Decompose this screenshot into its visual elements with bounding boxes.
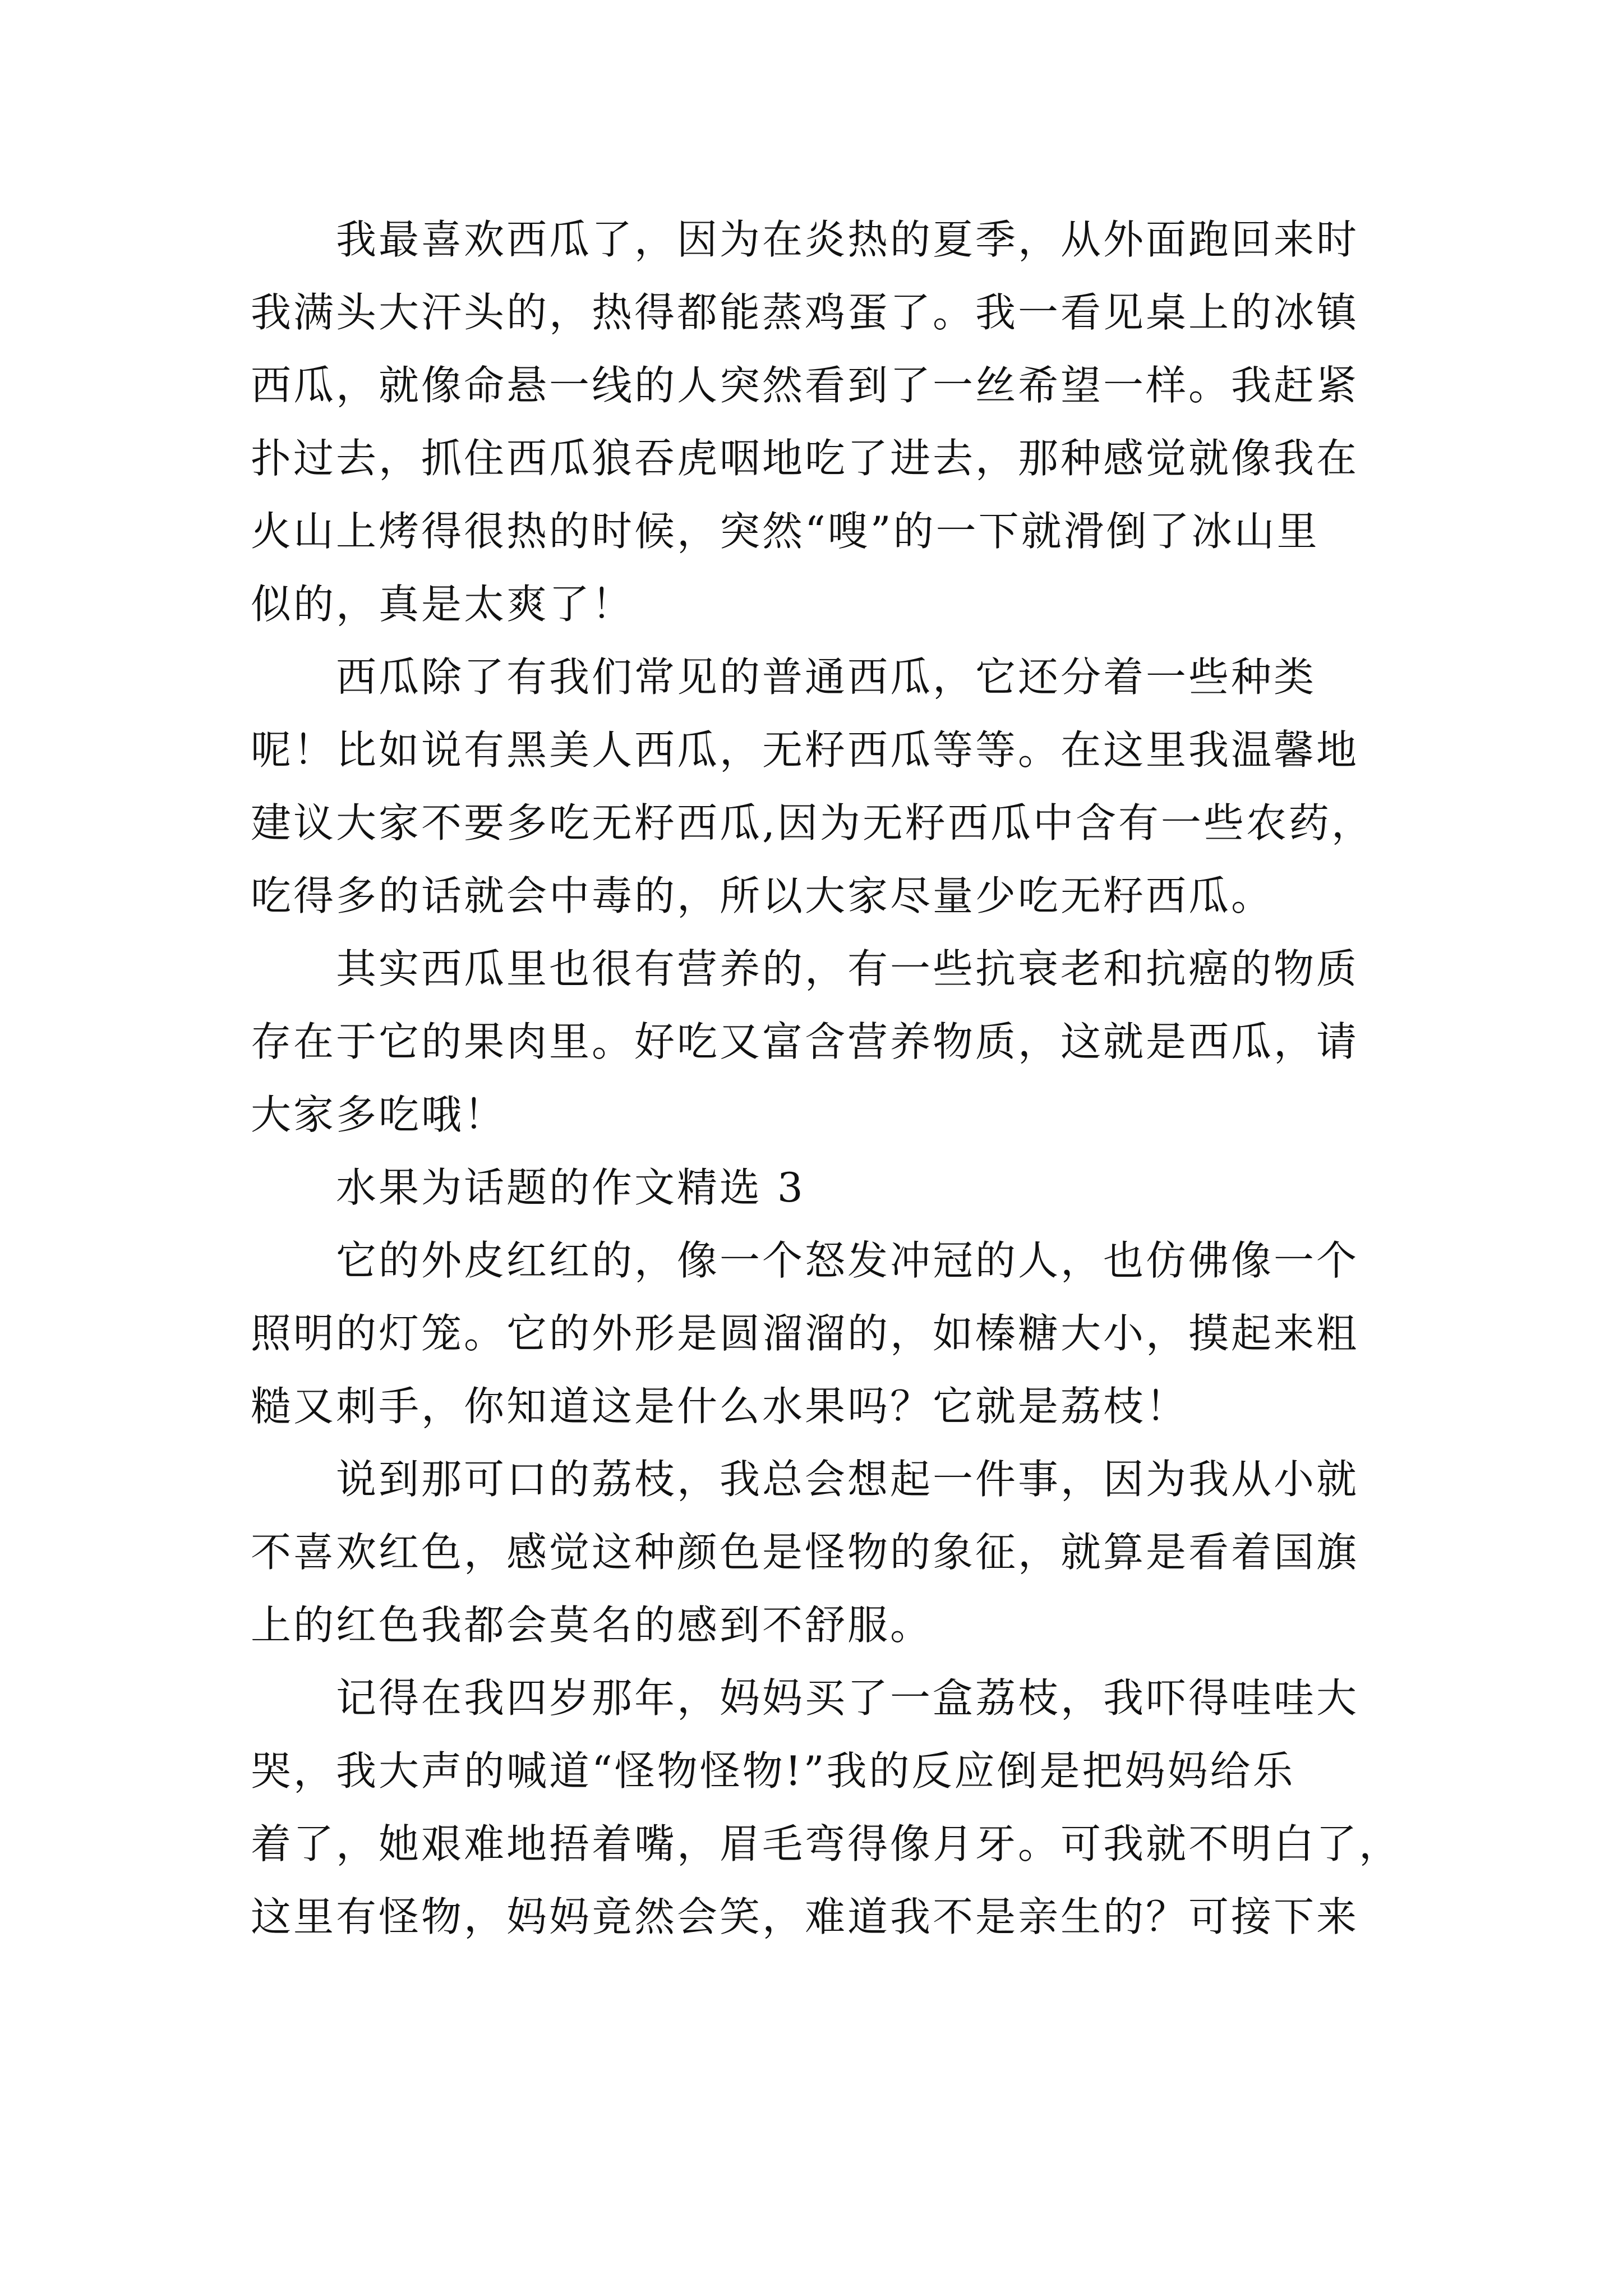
text-line: 糙又刺手，你知道这是什么水果吗？它就是荔枝！: [251, 1383, 1189, 1430]
text-line: 火山上烤得很热的时候，突然“嗖”的一下就滑倒了冰山里: [251, 508, 1320, 555]
text-line: 照明的灯笼。它的外形是圆溜溜的，如榛糖大小，摸起来粗: [251, 1310, 1359, 1357]
text-line: 西瓜，就像命悬一线的人突然看到了一丝希望一样。我赶紧: [251, 362, 1359, 409]
paragraph-lychee-appearance: [251, 1224, 1384, 1443]
text-line: 我满头大汗头的，热得都能蒸鸡蛋了。我一看见桌上的冰镇: [251, 289, 1359, 336]
text-line: 似的，真是太爽了！: [251, 581, 635, 628]
text-line: 它的外皮红红的，像一个怒发冲冠的人，也仿佛像一个: [336, 1237, 1359, 1284]
text-line: 哭，我大声的喊道“怪物怪物!”我的反应倒是把妈妈给乐: [251, 1747, 1295, 1795]
text-line: 着了，她艰难地捂着嘴，眉毛弯得像月牙。可我就不明白了，: [251, 1820, 1402, 1867]
text-line: 呢！比如说有黑美人西瓜，无籽西瓜等等。在这里我温馨地: [251, 726, 1359, 774]
text-line: 这里有怪物，妈妈竟然会笑，难道我不是亲生的？可接下来: [251, 1893, 1359, 1940]
text-line: 吃得多的话就会中毒的，所以大家尽量少吃无籽西瓜。: [251, 872, 1274, 919]
text-line: 不喜欢红色，感觉这种颜色是怪物的象征，就算是看着国旗: [251, 1529, 1359, 1576]
text-line: 说到那可口的荔枝，我总会想起一件事，因为我从小就: [336, 1456, 1359, 1503]
text-line: 建议大家不要多吃无籽西瓜,因为无籽西瓜中含有一些农药，: [251, 799, 1374, 846]
document-body: [251, 203, 1402, 1953]
text-line: 我最喜欢西瓜了，因为在炎热的夏季，从外面跑回来时: [336, 216, 1359, 263]
text-line: 大家多吃哦！: [251, 1091, 507, 1138]
text-line: 存在于它的果肉里。好吃又富含营养物质，这就是西瓜，请: [251, 1018, 1359, 1065]
text-line: 其实西瓜里也很有营养的，有一些抗衰老和抗癌的物质: [336, 945, 1359, 992]
text-line: 扑过去，抓住西瓜狼吞虎咽地吃了进去，那种感觉就像我在: [251, 435, 1359, 482]
paragraph-watermelon-nutrition: [251, 932, 1384, 1151]
text-line: 上的红色我都会莫名的感到不舒服。: [251, 1602, 933, 1649]
section-heading: [251, 1151, 1384, 1224]
text-line: 记得在我四岁那年，妈妈买了一盒荔枝，我吓得哇哇大: [336, 1674, 1359, 1722]
paragraph-lychee-memory: [251, 1443, 1384, 1662]
paragraph-watermelon-summer: [251, 203, 1384, 641]
paragraph-watermelon-types: [251, 641, 1384, 932]
section-title: 水果为话题的作文精选 3: [336, 1164, 805, 1211]
paragraph-lychee-story: [251, 1662, 1402, 1953]
text-line: 西瓜除了有我们常见的普通西瓜，它还分着一些种类: [336, 654, 1317, 701]
